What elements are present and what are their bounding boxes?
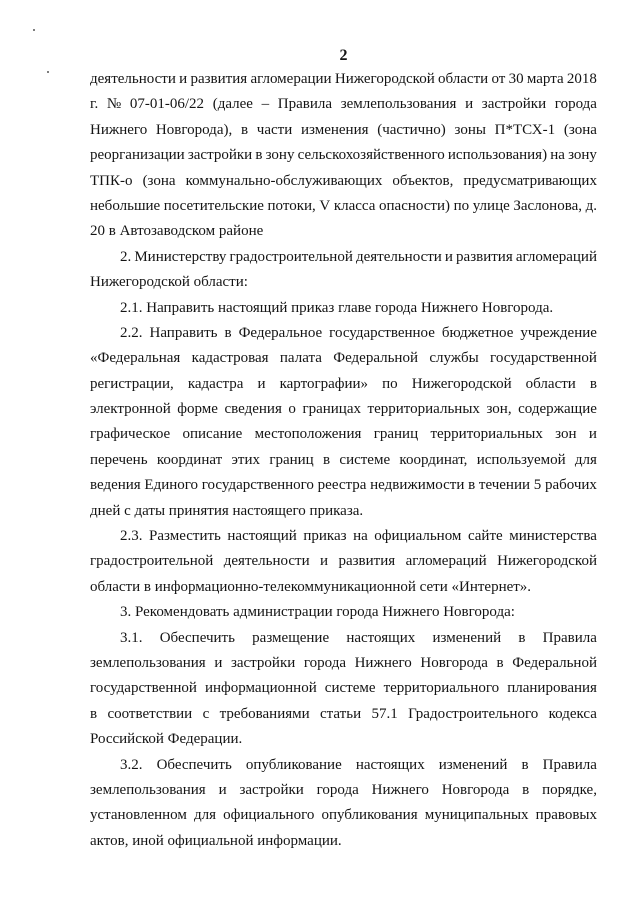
word: зон,	[486, 401, 512, 418]
word: №	[106, 96, 122, 113]
word: марта	[526, 71, 564, 87]
word: Федеральное	[238, 324, 323, 341]
word: границ	[373, 426, 419, 443]
word: и	[214, 654, 223, 671]
word: опасности)	[379, 197, 450, 214]
word: Новгорода),	[155, 121, 233, 138]
word: настоящий	[227, 528, 297, 545]
word: 2.3.	[120, 528, 143, 545]
word: Направить	[149, 324, 218, 341]
word: Министерству	[134, 248, 227, 265]
word: зон	[555, 426, 577, 443]
word: электронной	[90, 401, 171, 418]
word: 3.1.	[120, 629, 143, 646]
text-line	[90, 118, 597, 143]
word: в	[522, 781, 530, 798]
word: развития	[190, 71, 248, 87]
word: развития	[338, 553, 396, 570]
word: д.	[585, 197, 597, 214]
word: и	[257, 375, 266, 392]
word: 57.1	[371, 705, 398, 722]
word: в	[240, 121, 249, 138]
text-line	[90, 702, 597, 727]
word: землепользования	[340, 96, 457, 113]
word: агломераций	[515, 248, 597, 265]
word: настоящих	[355, 756, 425, 773]
text-line: 3. Рекомендовать администрации города Нижнего Новгорода:	[120, 604, 515, 621]
text-line	[90, 92, 597, 117]
word: территориального	[383, 680, 500, 697]
paragraph-2-1	[90, 296, 597, 321]
word: области	[525, 375, 576, 392]
word: сельскохозяйственного	[297, 147, 445, 164]
word: Федеральной	[512, 654, 597, 671]
word: Заслонова,	[513, 197, 582, 214]
word: использования)	[447, 147, 548, 164]
word: государственное	[329, 324, 435, 341]
word: границ	[269, 451, 314, 468]
text-line	[90, 67, 597, 92]
word: для	[574, 451, 597, 468]
word: (частично)	[377, 121, 446, 138]
word: государственной	[90, 680, 197, 697]
word: 30	[508, 71, 524, 87]
word: в	[90, 705, 98, 722]
word: информационной	[204, 680, 317, 697]
word: регистрации,	[90, 375, 174, 392]
text-line: 20 в Автозаводском районе	[90, 223, 264, 240]
word: (далее	[212, 96, 253, 113]
word: координат,	[399, 451, 468, 468]
word: деятельности	[223, 553, 310, 570]
word: градостроительной	[90, 553, 214, 570]
word: зону	[568, 147, 597, 164]
word: описание	[182, 426, 243, 443]
text-line	[90, 524, 597, 549]
word: Градостроительного	[408, 705, 539, 722]
word: улице	[472, 197, 510, 214]
text-line: актов, иной официальной информации.	[90, 832, 342, 849]
word: Нижнего	[354, 654, 412, 671]
word: застройки	[230, 654, 296, 671]
text-line: дней с даты принятия настоящего приказа.	[90, 502, 364, 519]
word: Правила	[542, 629, 597, 646]
word: зоны	[454, 121, 486, 138]
word: –	[261, 96, 270, 113]
scan-artifact	[47, 71, 49, 73]
word: Нижегородской	[334, 71, 435, 87]
text-line	[90, 245, 597, 270]
word: границах	[302, 401, 361, 418]
document-body	[90, 67, 597, 854]
word: (зона	[142, 172, 176, 189]
word: территориальных	[367, 401, 480, 418]
paragraph-2-3	[90, 524, 597, 600]
text-line	[90, 651, 597, 676]
word: опубликование	[245, 756, 342, 773]
text-line: Российской Федерации.	[90, 731, 243, 748]
word: содержащие	[518, 401, 597, 418]
text-line	[90, 676, 597, 701]
word: и	[588, 426, 597, 443]
text-line	[90, 549, 597, 574]
word: П*ТСХ-1	[494, 121, 556, 138]
word: посетительские	[163, 197, 264, 214]
word: сайте	[467, 528, 503, 545]
word: класса	[333, 197, 376, 214]
word: Правила	[277, 96, 333, 113]
text-line: Нижегородской области:	[90, 274, 248, 291]
text-line	[90, 321, 597, 346]
text-line	[90, 753, 597, 778]
word: ТПК-о	[90, 172, 133, 189]
word: по	[382, 375, 398, 392]
word: коммунально-обслуживающих	[185, 172, 383, 189]
word: Нижегородской	[497, 553, 597, 570]
word: приказ	[303, 528, 347, 545]
text-line	[90, 372, 597, 397]
word: кадастра	[187, 375, 244, 392]
word: землепользования	[90, 781, 206, 798]
paragraph-3-1	[90, 626, 597, 753]
word: этих	[231, 451, 261, 468]
word: предусматривающих	[463, 172, 597, 189]
word: потоки,	[267, 197, 316, 214]
word: 2018	[566, 71, 597, 87]
text-line	[90, 194, 597, 219]
word: застройки	[481, 96, 547, 113]
word: изменения	[300, 121, 369, 138]
word: по	[453, 197, 470, 214]
text-line: 2.1. Направить настоящий приказ главе города Нижнего Новгорода.	[120, 299, 554, 316]
word: местоположения	[254, 426, 362, 443]
word: градостроительной	[229, 248, 353, 265]
text-line	[90, 169, 597, 194]
word: города	[554, 96, 597, 113]
word: кодекса	[548, 705, 597, 722]
word: (зона	[563, 121, 597, 138]
word: настоящих	[346, 629, 416, 646]
word: города	[303, 654, 346, 671]
word: деятельности	[90, 71, 176, 87]
word: зону	[265, 147, 295, 164]
paragraph-2	[90, 245, 597, 296]
word: области	[438, 71, 489, 87]
word: 07-01-06/22	[129, 96, 205, 113]
text-line	[90, 397, 597, 422]
word: форме	[177, 401, 218, 418]
word: и	[179, 71, 188, 87]
word: Правила	[542, 756, 597, 773]
paragraph-2-2	[90, 321, 597, 524]
word: развития	[456, 248, 513, 265]
word: палата	[279, 350, 322, 367]
word: объектов,	[392, 172, 454, 189]
word: Обеспечить	[159, 629, 235, 646]
word: 2.	[120, 248, 132, 265]
word: изменений	[432, 629, 502, 646]
word: установленном	[90, 807, 187, 824]
word: системе	[324, 680, 376, 697]
word: в	[323, 451, 331, 468]
word: бюджетное	[441, 324, 514, 341]
paragraph-3	[90, 600, 597, 625]
word: Нижнего	[371, 781, 429, 798]
word: и	[218, 781, 227, 798]
word: Новгорода	[441, 781, 510, 798]
word: от	[491, 71, 506, 87]
text-line: области в информационно-телекоммуникационной сети «Интернет».	[90, 578, 532, 595]
paragraph-zone-change	[90, 67, 597, 245]
word: картографии»	[279, 375, 369, 392]
word: в	[496, 654, 504, 671]
word: рабочих	[544, 477, 597, 494]
word: небольшие	[90, 197, 161, 214]
word: 5	[533, 477, 542, 494]
word: требованиями	[219, 705, 310, 722]
word: V	[319, 197, 331, 214]
scan-artifact	[33, 29, 35, 31]
word: соответствии	[107, 705, 193, 722]
word: планирования	[507, 680, 597, 697]
word: недвижимости	[370, 477, 465, 494]
word: ведения	[90, 477, 141, 494]
paragraph-3-2	[90, 753, 597, 855]
page-number: 2	[339, 47, 348, 64]
word: системе	[339, 451, 391, 468]
word: министерства	[509, 528, 597, 545]
word: сведения	[224, 401, 282, 418]
word: Федеральной	[333, 350, 418, 367]
word: Единого	[144, 477, 199, 494]
word: в	[521, 756, 529, 773]
text-line	[90, 422, 597, 447]
text-line	[90, 448, 597, 473]
word: 2.2.	[120, 324, 143, 341]
text-line	[90, 143, 597, 168]
word: опубликования	[321, 807, 418, 824]
word: агломерации	[250, 71, 332, 87]
word: с	[202, 705, 210, 722]
word: течении	[478, 477, 531, 494]
word: государственного	[201, 477, 314, 494]
word: о	[288, 401, 296, 418]
word: 3.2.	[120, 756, 143, 773]
word: официального	[223, 807, 315, 824]
word: и	[320, 553, 329, 570]
text-line	[90, 626, 597, 651]
word: муниципальных	[424, 807, 529, 824]
word: землепользования	[90, 654, 206, 671]
word: графическое	[90, 426, 171, 443]
text-line	[90, 778, 597, 803]
word: в	[255, 147, 263, 164]
word: территориальных	[430, 426, 543, 443]
word: для	[193, 807, 217, 824]
word: на	[550, 147, 565, 164]
word: и	[465, 96, 474, 113]
word: в	[518, 629, 526, 646]
word: кадастровая	[191, 350, 269, 367]
word: агломераций	[405, 553, 487, 570]
word: города	[316, 781, 359, 798]
word: на	[353, 528, 368, 545]
word: учреждение	[520, 324, 597, 341]
word: государственной	[490, 350, 597, 367]
text-line	[90, 473, 597, 498]
word: деятельности	[355, 248, 442, 265]
word: и	[444, 248, 453, 265]
word: изменений	[438, 756, 508, 773]
word: Разместить	[149, 528, 221, 545]
word: реорганизации	[90, 147, 185, 164]
word: службы	[429, 350, 479, 367]
word: перечень	[90, 451, 148, 468]
word: размещение	[252, 629, 330, 646]
word: используемой	[476, 451, 566, 468]
word: в	[468, 477, 476, 494]
word: Новгорода	[420, 654, 488, 671]
word: Обеспечить	[156, 756, 232, 773]
word: застройки	[239, 781, 304, 798]
word: координат	[156, 451, 223, 468]
word: застройки	[187, 147, 253, 164]
text-line	[90, 346, 597, 371]
word: г.	[90, 96, 99, 113]
word: порядке,	[542, 781, 597, 798]
word: Нижегородской	[411, 375, 512, 392]
word: «Федеральная	[90, 350, 181, 367]
word: статьи	[320, 705, 362, 722]
word: Нижнего	[90, 121, 148, 138]
word: официальном	[374, 528, 462, 545]
word: реестра	[317, 477, 367, 494]
word: части	[256, 121, 293, 138]
word: в	[224, 324, 232, 341]
word: в	[589, 375, 597, 392]
text-line	[90, 803, 597, 828]
word: правовых	[535, 807, 597, 824]
